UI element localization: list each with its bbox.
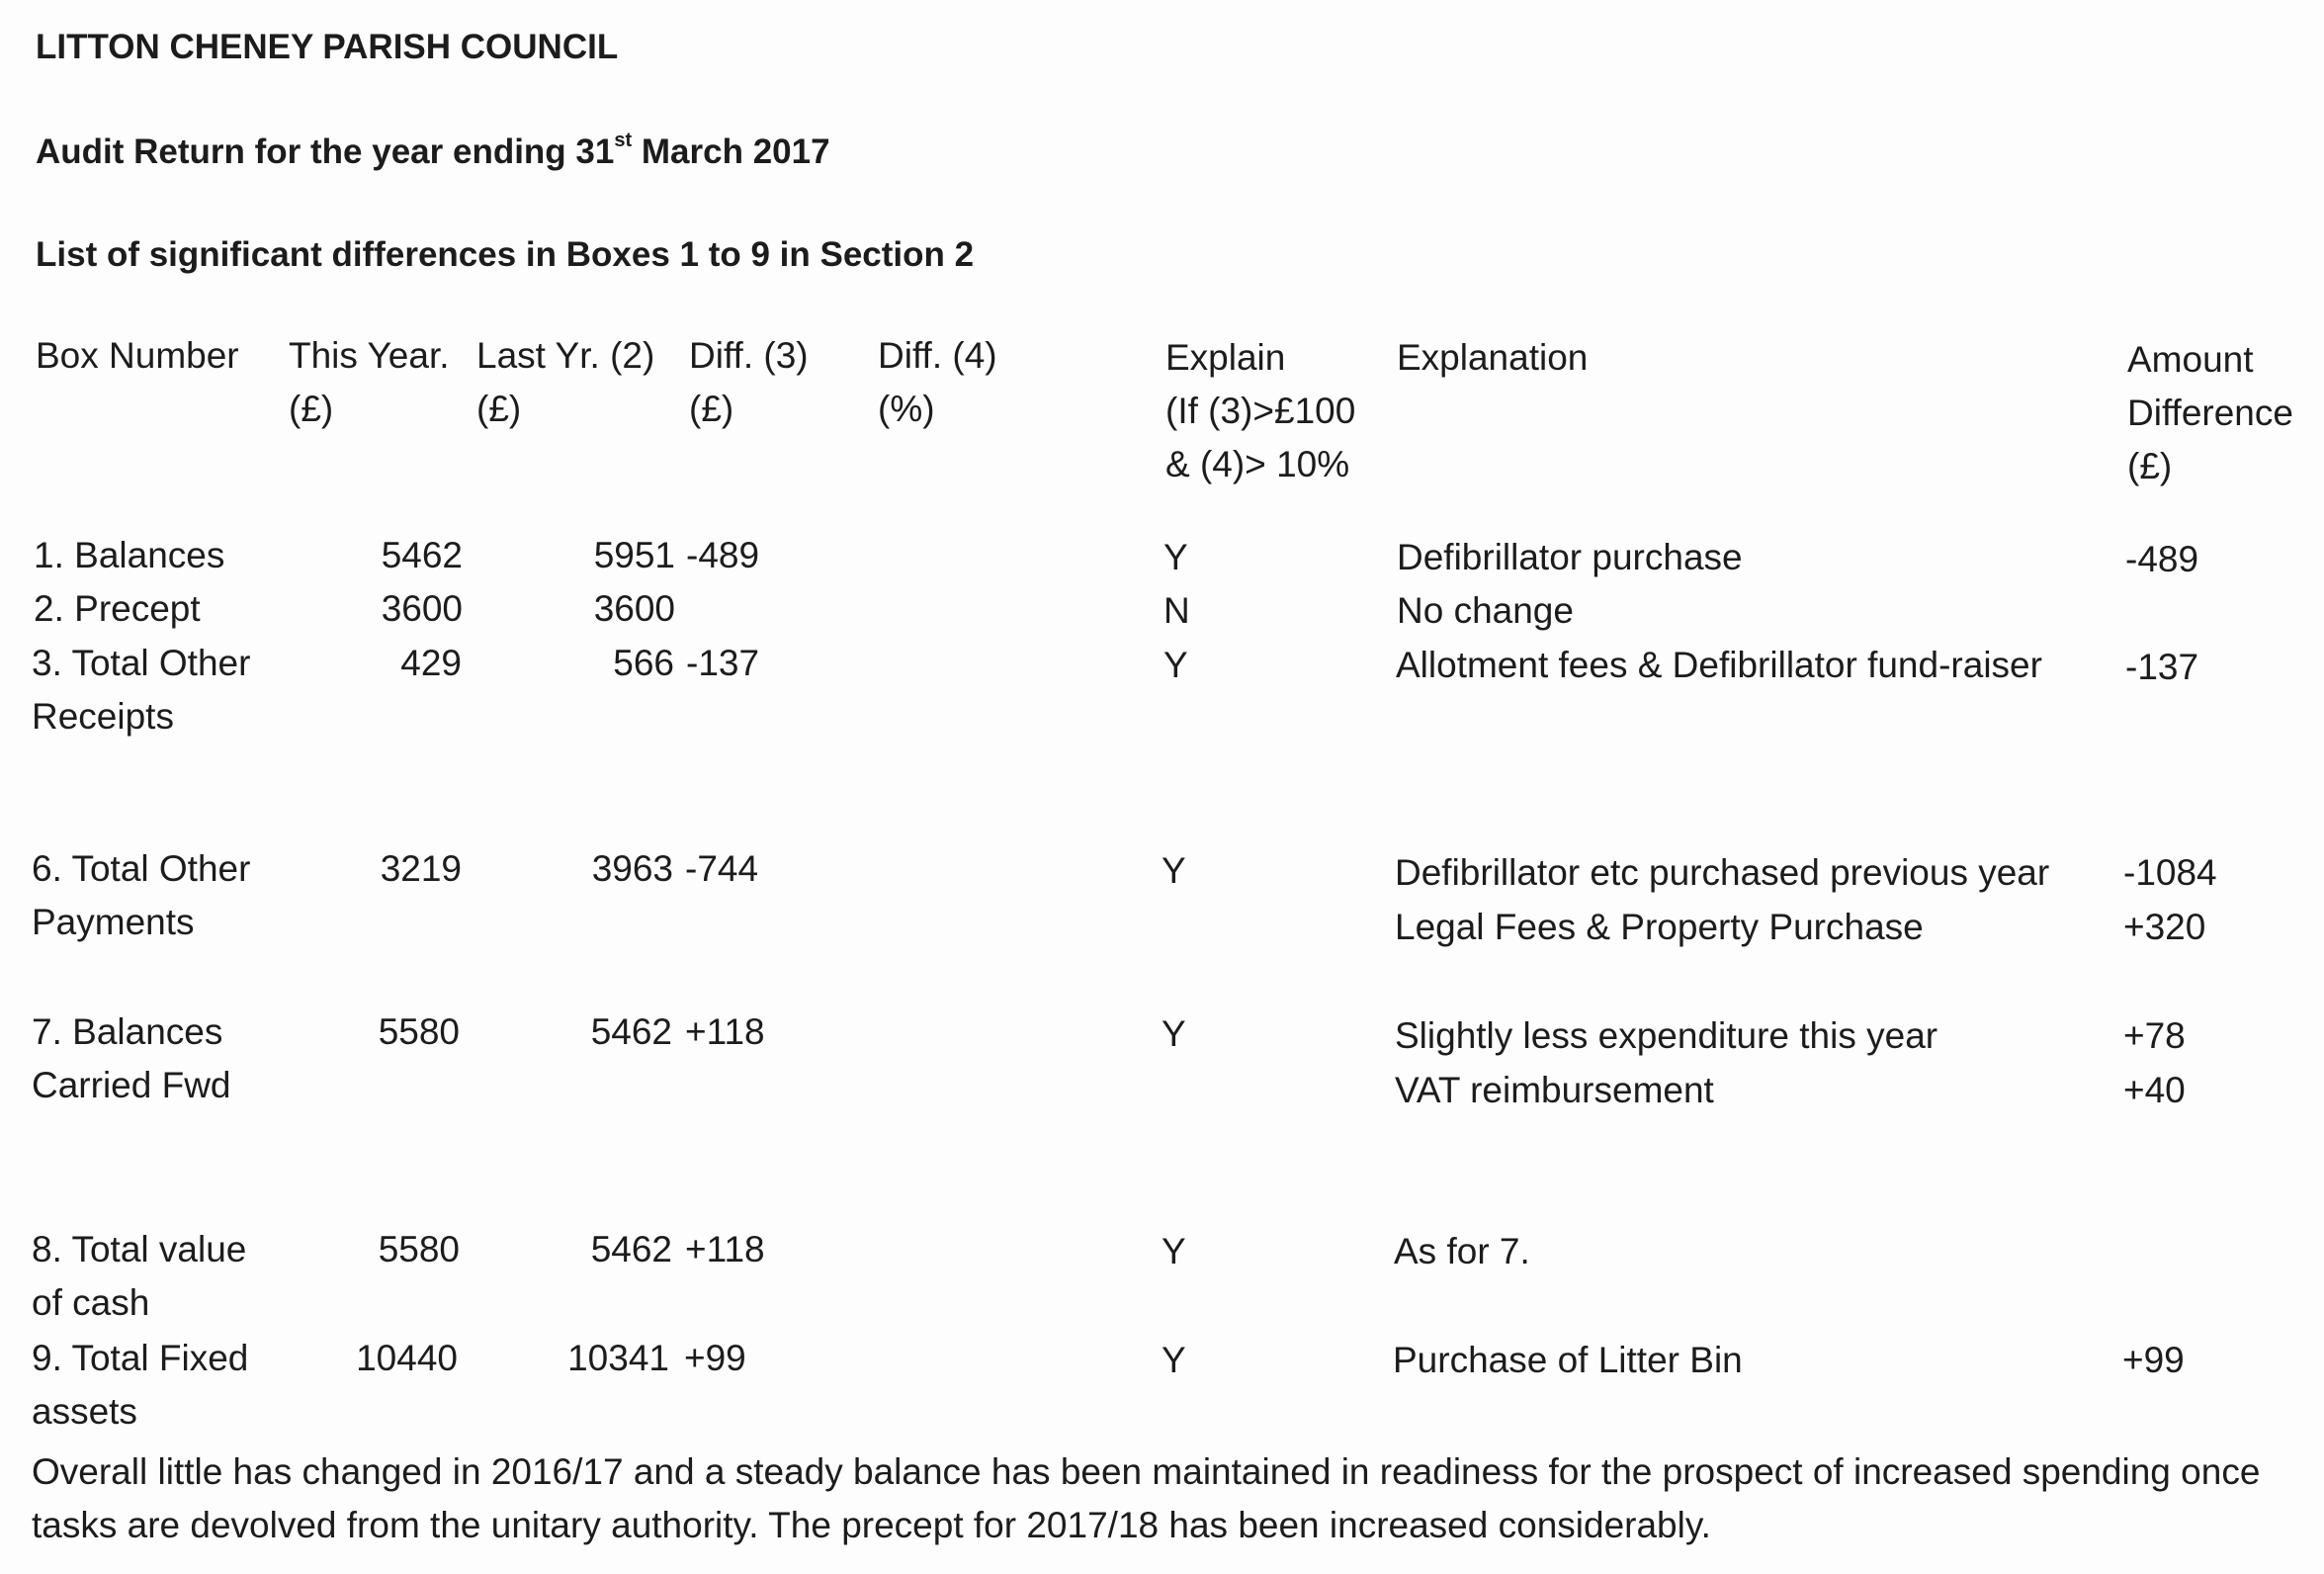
row-this-year: 3600 — [381, 588, 463, 629]
row-amount: -137 — [2125, 647, 2199, 687]
row-this-year: 5462 — [381, 535, 463, 575]
row-explain-flag: Y — [1163, 537, 1188, 577]
summary-paragraph: Overall little has changed in 2016/17 and a steady balance has been maintained in readiness for the prospect of increased spending once tasks are devolved from the unitary authority. The precept for 2017/18 has been increased considerably. — [32, 1451, 2261, 1545]
row-last-year: 10341 — [567, 1338, 669, 1378]
row-last-year: 3600 — [593, 588, 675, 629]
subtitle-suffix: March 2017 — [632, 132, 830, 171]
differences-list-heading: List of significant differences in Boxes 1 to 9 in Section 2 — [36, 235, 975, 274]
row-this-year: 5580 — [378, 1229, 460, 1269]
row-last-year: 5951 — [593, 535, 675, 575]
row-diff3: +118 — [685, 1011, 765, 1052]
row-last-year: 566 — [613, 643, 674, 683]
row-explain-flag: Y — [1162, 1340, 1186, 1380]
row-diff3: +99 — [684, 1338, 746, 1378]
row-amount: +320 — [2123, 907, 2206, 947]
row-amount: -1084 — [2123, 852, 2217, 893]
header-amount-difference: Amount Difference (£) — [2127, 339, 2293, 486]
row-amount: +99 — [2122, 1340, 2185, 1380]
row-box-label: 3. Total Other Receipts — [32, 643, 251, 737]
row-this-year: 429 — [400, 643, 462, 683]
row-explanation: Defibrillator purchase — [1397, 537, 1743, 577]
header-explanation: Explanation — [1397, 337, 1589, 378]
row-box-label: 8. Total value of cash — [32, 1229, 247, 1323]
row-last-year: 5462 — [590, 1229, 672, 1269]
row-this-year: 5580 — [378, 1011, 460, 1052]
row-last-year: 5462 — [590, 1011, 672, 1052]
row-box-label: 2. Precept — [34, 588, 201, 629]
row-this-year: 3219 — [380, 848, 462, 889]
subtitle-prefix: Audit Return for the year ending 31 — [36, 132, 615, 171]
row-explanation: Legal Fees & Property Purchase — [1395, 907, 1924, 947]
row-explanation: Slightly less expenditure this year — [1395, 1015, 1938, 1056]
row-box-label: 1. Balances — [34, 535, 225, 575]
header-last-year: Last Yr. (2) (£) — [476, 335, 655, 429]
row-diff3: -489 — [686, 535, 760, 575]
row-explain-flag: Y — [1162, 1013, 1186, 1054]
subtitle-ordinal: st — [614, 130, 633, 152]
row-explanation: Allotment fees & Defibrillator fund-raiser — [1396, 645, 2042, 685]
row-box-label: 7. Balances Carried Fwd — [32, 1011, 231, 1105]
row-explanation: As for 7. — [1394, 1231, 1530, 1271]
row-last-year: 3963 — [591, 848, 673, 889]
row-amount: +40 — [2123, 1070, 2186, 1110]
row-explain-flag: N — [1163, 590, 1190, 631]
header-diff3: Diff. (3) (£) — [689, 335, 809, 429]
row-amount: -489 — [2125, 539, 2199, 579]
header-diff4: Diff. (4) (%) — [878, 335, 997, 429]
row-amount: +78 — [2123, 1015, 2186, 1056]
audit-return-subtitle — [36, 132, 830, 172]
row-this-year: 10440 — [356, 1338, 458, 1378]
header-this-year: This Year. (£) — [289, 335, 450, 429]
row-explain-flag: Y — [1163, 645, 1188, 685]
row-box-label: 9. Total Fixed assets — [32, 1338, 249, 1432]
row-explanation: No change — [1397, 590, 1574, 631]
row-diff3: -137 — [686, 643, 760, 683]
row-box-label: 6. Total Other Payments — [32, 848, 251, 942]
row-diff3: -744 — [685, 848, 759, 889]
header-box-number: Box Number — [36, 335, 239, 376]
row-explain-flag: Y — [1162, 1231, 1186, 1271]
row-explanation: Defibrillator etc purchased previous year — [1395, 852, 2050, 893]
row-diff3: +118 — [685, 1229, 765, 1269]
row-explain-flag: Y — [1162, 850, 1186, 891]
header-explain: Explain (If (3)>£100 & (4)> 10% — [1165, 337, 1356, 484]
row-explanation: VAT reimbursement — [1395, 1070, 1714, 1110]
row-explanation: Purchase of Litter Bin — [1393, 1340, 1743, 1380]
council-title: LITTON CHENEY PARISH COUNCIL — [36, 28, 619, 66]
